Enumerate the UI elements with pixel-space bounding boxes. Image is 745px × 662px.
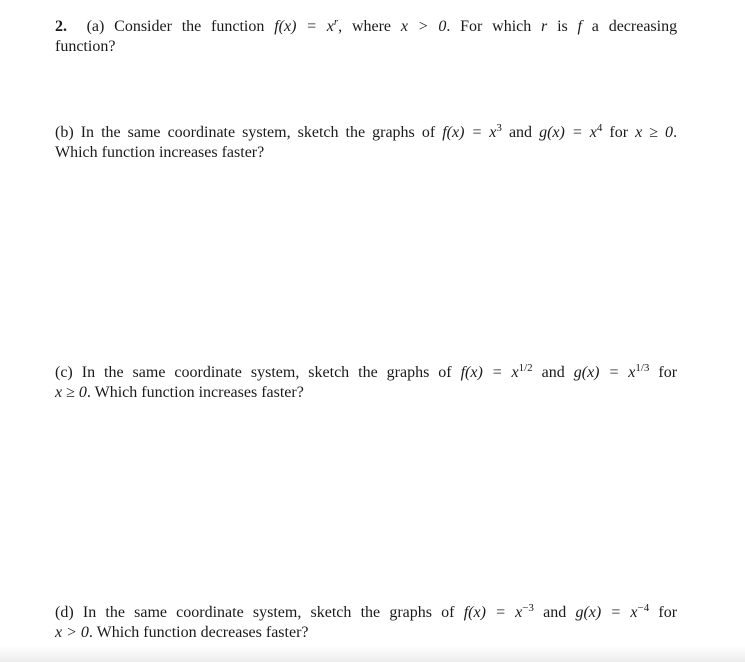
part-c-line-1 [55,363,677,383]
text: Consider the function [114,18,265,35]
text: , where [338,18,392,35]
text: and [543,604,567,621]
exponent: r [333,16,339,28]
text: and [508,124,533,141]
part-d [55,603,677,642]
exponent: 1/3 [635,362,650,374]
math: x ≥ 0 [55,383,87,401]
math: f(x) = x [463,604,523,621]
problem-number: 2. [55,18,67,35]
math: f(x) = x [460,364,519,381]
text: is [557,18,568,35]
part-label: (d) [55,604,74,621]
text: In the same coordinate system, sketch the graphs of [80,124,436,141]
text: . For which [446,18,532,35]
math: f [577,18,582,35]
math: x > 0 [55,623,89,641]
part-a [55,17,677,56]
math: g(x) = x [539,124,597,141]
exponent: 1/2 [518,362,533,374]
part-c-line-2 [55,383,677,403]
math: x ≥ 0 [635,124,674,141]
exponent: −4 [637,602,650,614]
text: a decreasing [591,18,678,35]
text: for [658,364,678,381]
part-label: (c) [55,364,73,381]
part-d-line-2 [55,623,677,643]
part-b-line-2: Which function increases faster? [55,143,265,161]
page-bottom-shadow [0,646,745,662]
exponent: 3 [496,122,502,134]
part-d-line-1 [55,603,677,623]
text: In the same coordinate system, sketch the graphs of [81,364,452,381]
math: r [541,18,548,35]
math: f(x) = x [442,124,497,141]
math: f(x) = x [274,18,334,35]
text: In the same coordinate system, sketch the graphs of [82,604,455,621]
text: for [658,604,678,621]
math: x > 0 [400,18,447,35]
part-a-line-1 [55,17,677,37]
part-b-line-1 [55,123,677,143]
exponent: −3 [522,602,534,614]
part-b [55,123,677,162]
part-c [55,363,677,402]
text: and [541,364,565,381]
exponent: 4 [596,122,603,134]
part-label: (a) [86,18,105,35]
text: . Which function decreases faster? [88,623,309,641]
text: for [609,124,629,141]
part-a-line-2: function? [55,37,116,55]
part-label: (b) [55,124,74,141]
text: . Which function increases faster? [86,383,304,401]
text: . [673,124,678,141]
math: g(x) = x [573,364,636,381]
math: g(x) = x [575,604,638,621]
